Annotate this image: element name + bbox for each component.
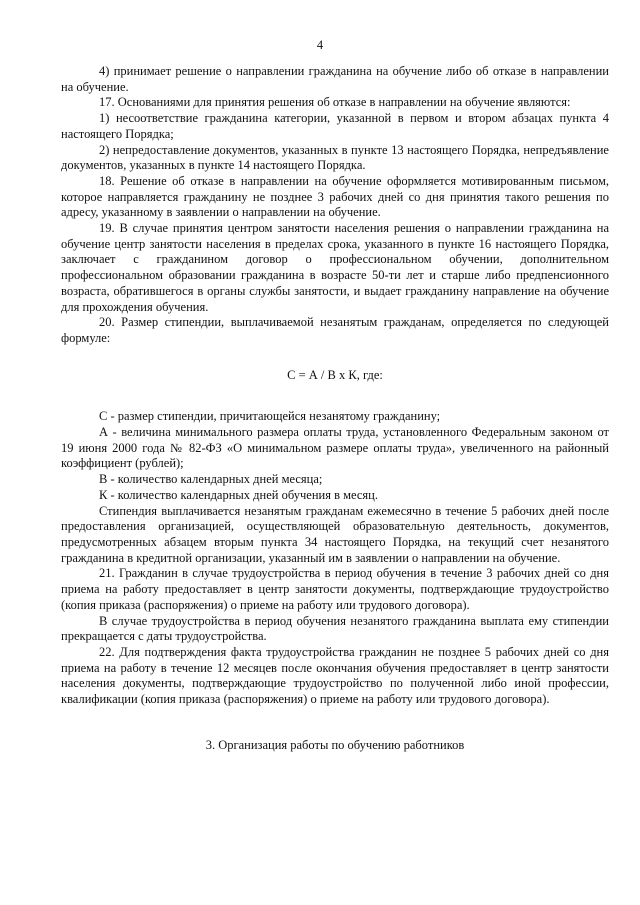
paragraph-18: 18. Решение об отказе в направлении на обучение оформляется мотивированным письмом, которое направляется гражданину не позднее 3 рабочих дней со дня принятия такого решения по адресу, указанному в заявлении о направлении на обучение. (61, 173, 609, 220)
paragraph-21-continuation: В случае трудоустройства в период обучения незанятого гражданина выплата ему стипендии прекращается с даты трудоустройства. (61, 613, 609, 644)
paragraph-19: 19. В случае принятия центром занятости населения решения о направлении гражданина на обучение центр занятости населения в пределах срока, указанного в пункте 16 настоящего Порядка, заключает с гражданином договор о профессиональном обучении, дополнительном профессиональном образовании гражданина в возрасте 50-ти лет и старше либо предпенсионного возраста, обратившегося в органы службы занятости, и выдает гражданину направление на обучение для прохождения обучения. (61, 221, 609, 314)
paragraph-21: 21. Гражданин в случае трудоустройства в период обучения в течение 3 рабочих дней со дня приема на работу предоставляет в центр занятости документы, подтверждающие трудоустройство (копия приказа (распоряжения) о приеме на работу или трудового договора). (61, 566, 609, 612)
stipend-payment-paragraph: Стипендия выплачивается незанятым гражданам ежемесячно в течение 5 рабочих дней после предоставления организацией, осуществляющей образовательную деятельность, документов, предусмотренных абзацем вторым пункта 34 настоящего Порядка, на текущий счет незанятого гражданина в кредитной организации, указанный им в заявлении о направлении на обучение. (61, 503, 609, 565)
stipend-formula: С = А / В х К, где: (287, 367, 383, 382)
page-number: 4 (316, 38, 324, 52)
document-body (61, 64, 609, 753)
paragraph-17-item-1: 1) несоответствие гражданина категории, указанной в первом и втором абзацах пункта 4 настоящего Порядка; (61, 111, 609, 141)
definition-a: А - величина минимального размера оплаты труда, установленного Федеральным законом от 19 июня 2000 года № 82-ФЗ «О минимальном размере оплаты труда», увеличенного на районный коэффициент (рублей); (61, 425, 609, 471)
definition-b: В - количество календарных дней месяца; (99, 472, 323, 487)
paragraph-17: 17. Основаниями для принятия решения об отказе в направлении на обучение являются: (99, 95, 571, 110)
paragraph-item-4: 4) принимает решение о направлении гражданина на обучение либо об отказе в направлении на обучение. (61, 64, 609, 94)
definition-c: С - размер стипендии, причитающейся незанятому гражданину; (99, 409, 441, 424)
definition-k: К - количество календарных дней обучения в месяц. (99, 487, 378, 502)
paragraph-17-item-2: 2) непредоставление документов, указанных в пункте 13 настоящего Порядка, непредъявление документов, указанных в пункте 14 настоящего Порядка. (61, 142, 609, 173)
paragraph-22: 22. Для подтверждения факта трудоустройства гражданин не позднее 5 рабочих дней со дня приема на работу в течение 12 месяцев после окончания обучения предоставляет в центр занятости населения документы, подтверждающие трудоустройство по полученной либо иной профессии, квалификации (копия приказа (распоряжения) о приеме на работу или трудового договора). (61, 644, 609, 707)
section-title: 3. Организация работы по обучению работников (205, 737, 465, 752)
paragraph-20: 20. Размер стипендии, выплачиваемой незанятым гражданам, определяется по следующей формуле: (61, 315, 609, 345)
